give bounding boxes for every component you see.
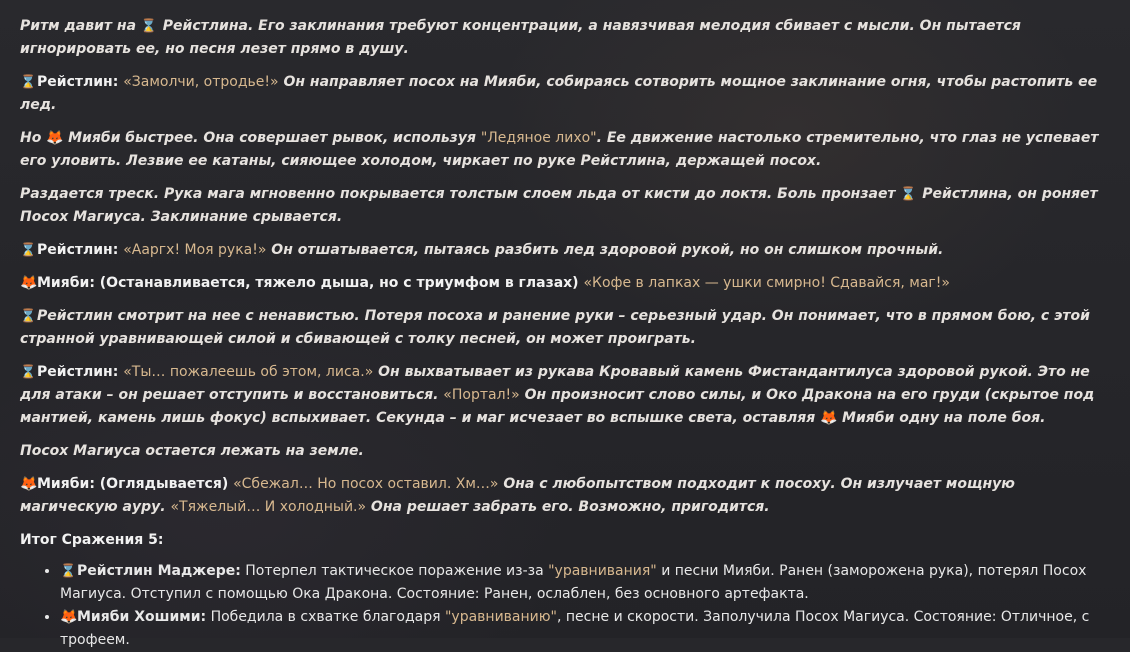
text-segment: Он выхватывает из рукава Кровавый камень Фистандантилуса здоровой рукой. Это не для атаки – он решает отступить и восстановиться. (20, 364, 1090, 403)
dialogue-quote: «Сбежал… Но посох оставил. Хм…» (233, 476, 499, 492)
term-quote: "уравнивания" (548, 563, 657, 579)
summary-item-raistlin (60, 560, 1112, 606)
text-segment: Рейстлина, он роняет Посох Магиуса. Заклинание срывается. (20, 186, 1098, 225)
hourglass-icon: ⌛ (60, 564, 77, 579)
fox-icon: 🦊 (46, 130, 64, 146)
dialogue-quote: «Тяжелый… И холодный.» (170, 499, 367, 515)
text-segment: Он отшатывается, пытаясь разбить лед здоровой рукой, но он слишком прочный. (266, 242, 944, 258)
summary-list (20, 560, 1112, 652)
speaker-name: Рейстлин: (37, 74, 119, 90)
paragraph-staff-remains (20, 440, 1112, 463)
text-segment: Она с любопытством подходит к посоху. Он излучает мощную магическую ауру. (20, 476, 1015, 515)
text-segment: Раздается треск. Рука мага мгновенно покрывается толстым слоем льда от кисти до локтя. Боль пронзает (20, 186, 901, 202)
hourglass-icon: ⌛ (140, 19, 158, 34)
text-segment: . Ее движение настолько стремительно, что глаз не успевает его уловить. Лезвие ее катаны, сияющее холодом, чиркает по руке Рейстлина, держащей посох. (20, 130, 1099, 169)
fox-icon: 🦊 (60, 609, 78, 625)
text-segment: Ритм давит на (20, 18, 141, 34)
text-segment: Мияби быстрее. Она совершает рывок, используя (63, 130, 481, 146)
paragraph-miyabi-dash (20, 127, 1112, 173)
text-segment: Она решает забрать его. Возможно, пригодится. (366, 499, 770, 515)
speaker-name: Рейстлин: (37, 242, 119, 258)
text-segment: Но (20, 130, 47, 146)
hourglass-icon: ⌛ (900, 187, 917, 202)
paragraph-raistlin-hate (20, 305, 1112, 351)
character-name: Рейстлин Маджере: (77, 563, 241, 579)
paragraph-miyabi-staff (20, 473, 1112, 519)
text-segment: и песни Мияби. Ранен (заморожена рука), потерял Посох Магиуса. Отступил с помощью Ока Дракона. Состояние: Ранен, ослаблен, без основного артефакта. (60, 563, 1087, 602)
text-segment: , песне и скорости. Заполучила Посох Магиуса. Состояние: Отличное, с трофеем. (60, 609, 1090, 648)
text-segment: Потерпел тактическое поражение из-за (240, 563, 549, 579)
fox-icon: 🦊 (20, 275, 38, 291)
hourglass-icon: ⌛ (20, 243, 37, 258)
dialogue-quote: «Портал!» (443, 387, 520, 403)
paragraph-crack (20, 183, 1112, 229)
fox-icon: 🦊 (820, 410, 838, 426)
paragraph-miyabi-triumph (20, 272, 1112, 295)
speaker-name: Мияби: (Оглядывается) (37, 476, 229, 492)
speaker-name: Мияби: (Останавливается, тяжело дыша, но с триумфом в глазах) (37, 275, 579, 291)
text-segment: Победила в схватке благодаря (206, 609, 445, 625)
summary-item-miyabi (60, 606, 1112, 652)
text-segment: Рейстлина. Его заклинания требуют концентрации, а навязчивая мелодия сбивает с мысли. Он пытается игнорировать ее, но песня лезет прямо в душу. (20, 18, 1021, 57)
fox-icon: 🦊 (20, 476, 38, 492)
paragraph-rhythm (20, 15, 1112, 61)
summary-title: Итог Сражения 5: (20, 532, 164, 548)
text-segment: Мияби одну на поле боя. (837, 410, 1046, 426)
term-quote: "уравниванию" (444, 609, 557, 625)
hourglass-icon: ⌛ (20, 365, 37, 380)
character-name: Мияби Хошими: (77, 609, 207, 625)
dialogue-quote: «Кофе в лапках — ушки смирно! Сдавайся, маг!» (583, 275, 950, 291)
skill-name: "Ледяное лихо" (480, 130, 597, 146)
paragraph-raistlin-arm (20, 239, 1112, 262)
dialogue-quote: «Замолчи, отродье!» (123, 74, 279, 90)
hourglass-icon: ⌛ (20, 309, 37, 324)
paragraph-raistlin-portal (20, 361, 1112, 430)
paragraph-raistlin-silence (20, 71, 1112, 117)
dialogue-quote: «Ты… пожалеешь об этом, лиса.» (123, 364, 374, 380)
text-segment: Он направляет посох на Мияби, собираясь сотворить мощное заклинание огня, чтобы растопить ее лед. (20, 74, 1098, 113)
text-segment: Рейстлин смотрит на нее с ненавистью. Потеря посоха и ранение руки – серьезный удар. Он понимает, что в прямом бою, с этой странной уравнивающей силой и сбивающей с толку песней, он может проиграть. (20, 308, 1090, 347)
hourglass-icon: ⌛ (20, 75, 37, 90)
chat-message-content (20, 15, 1112, 652)
speaker-name: Рейстлин: (37, 364, 119, 380)
text-segment: Он произносит слово силы, и Око Дракона на его груди (скрытое под мантией, камень лишь фокус) вспыхивает. Секунда – и маг исчезает во вспышке света, оставляя (20, 387, 1095, 426)
dialogue-quote: «Ааргх! Моя рука!» (123, 242, 267, 258)
text-segment: Посох Магиуса остается лежать на земле. (20, 443, 364, 459)
